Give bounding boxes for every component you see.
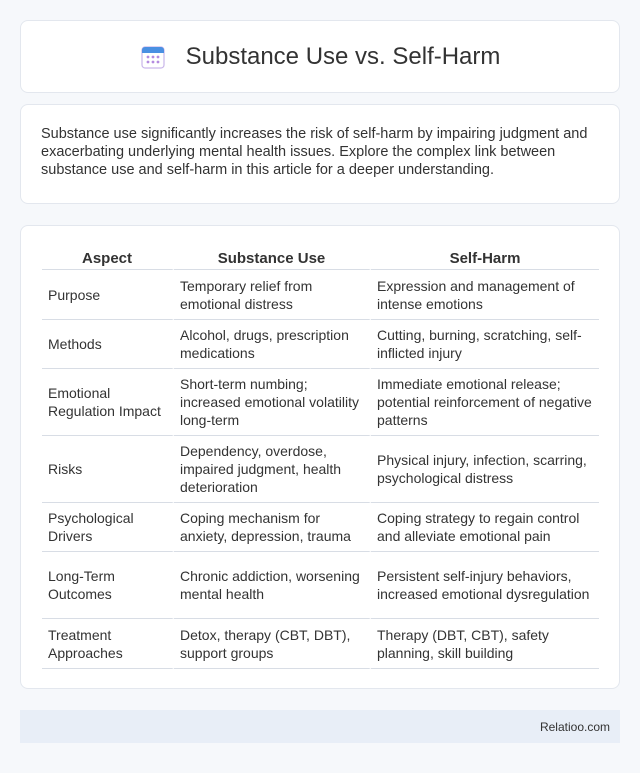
cell-substance-use: Temporary relief from emotional distress bbox=[174, 270, 371, 320]
cell-substance-use: Detox, therapy (CBT, DBT), support groups bbox=[174, 619, 371, 669]
cell-substance-use: Chronic addiction, worsening mental health bbox=[174, 552, 371, 619]
header-self-harm: Self-Harm bbox=[371, 244, 599, 270]
cell-aspect: Purpose bbox=[42, 270, 174, 320]
comparison-table-card bbox=[20, 225, 620, 689]
table-header-row bbox=[42, 244, 599, 270]
cell-aspect: Psychological Drivers bbox=[42, 503, 174, 552]
cell-self-harm: Cutting, burning, scratching, self-inflicted injury bbox=[371, 320, 599, 369]
page-title: Substance Use vs. Self-Harm bbox=[185, 42, 501, 70]
cell-aspect: Treatment Approaches bbox=[42, 619, 174, 669]
footer-site-name: Relatioo.com bbox=[539, 719, 610, 734]
table-row bbox=[42, 270, 599, 320]
cell-self-harm: Immediate emotional release; potential reinforcement of negative patterns bbox=[371, 369, 599, 436]
cell-self-harm: Therapy (DBT, CBT), safety planning, skill building bbox=[371, 619, 599, 669]
cell-self-harm: Coping strategy to regain control and alleviate emotional pain bbox=[371, 503, 599, 552]
cell-self-harm: Physical injury, infection, scarring, psychological distress bbox=[371, 436, 599, 503]
cell-aspect: Emotional Regulation Impact bbox=[42, 369, 174, 436]
table-row bbox=[42, 503, 599, 552]
cell-self-harm: Persistent self-injury behaviors, increased emotional dysregulation bbox=[371, 552, 599, 619]
table-row bbox=[42, 436, 599, 503]
cell-substance-use: Alcohol, drugs, prescription medications bbox=[174, 320, 371, 369]
table-row bbox=[42, 369, 599, 436]
table-row bbox=[42, 619, 599, 669]
intro-paragraph: Substance use significantly increases the risk of self-harm by impairing judgment and exacerbating underlying mental health issues. Explore the complex link between substance use and self-harm in this article for a deeper understanding. bbox=[41, 126, 588, 178]
cell-aspect: Long-Term Outcomes bbox=[42, 552, 174, 619]
table-row bbox=[42, 320, 599, 369]
cell-substance-use: Dependency, overdose, impaired judgment, health deterioration bbox=[174, 436, 371, 503]
title-card bbox=[20, 20, 620, 93]
comparison-table bbox=[42, 244, 599, 669]
cell-aspect: Risks bbox=[42, 436, 174, 503]
header-substance-use: Substance Use bbox=[174, 244, 371, 270]
table-row bbox=[42, 552, 599, 619]
cell-substance-use: Short-term numbing; increased emotional volatility long-term bbox=[174, 369, 371, 436]
intro-card bbox=[20, 104, 620, 204]
cell-aspect: Methods bbox=[42, 320, 174, 369]
footer bbox=[20, 710, 620, 743]
title-wrap bbox=[140, 43, 501, 71]
cell-substance-use: Coping mechanism for anxiety, depression, trauma bbox=[174, 503, 371, 552]
cell-self-harm: Expression and management of intense emotions bbox=[371, 270, 599, 320]
header-aspect: Aspect bbox=[42, 244, 174, 270]
calendar-icon bbox=[140, 44, 166, 70]
